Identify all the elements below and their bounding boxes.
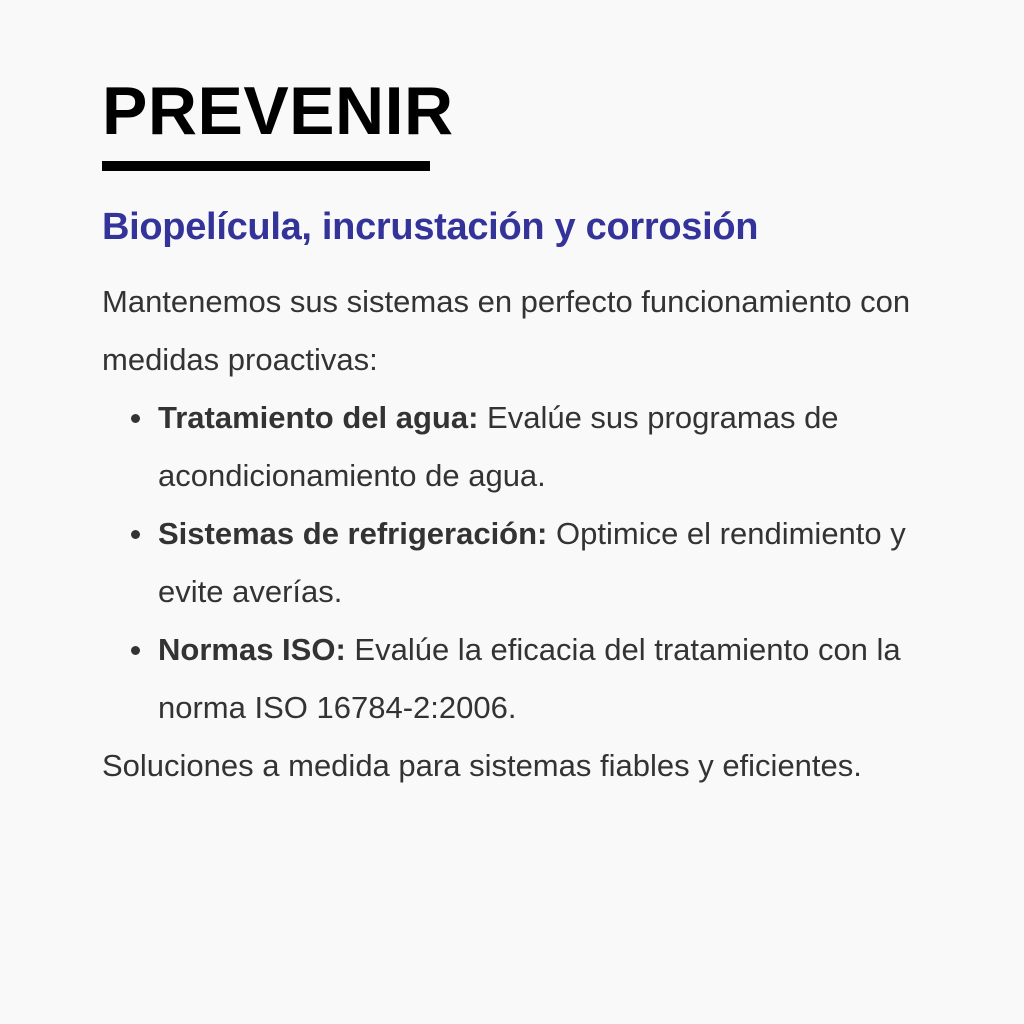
list-item <box>158 621 942 737</box>
bullet-icon <box>131 530 140 539</box>
page-title: PREVENIR <box>102 73 454 149</box>
closing-paragraph: Soluciones a medida para sistemas fiables y eficientes. <box>102 748 862 783</box>
list-item-term: Sistemas de refrigeración: <box>158 516 548 551</box>
bullet-icon <box>131 414 140 423</box>
list-item-term: Normas ISO: <box>158 632 346 667</box>
list-item <box>158 389 942 505</box>
list-item-text: Evalúe la eficacia del tratamiento con la norma ISO 16784-2:2006. <box>158 632 901 725</box>
list-item <box>158 505 942 621</box>
content-section <box>102 70 942 795</box>
feature-list <box>102 389 942 737</box>
list-item-text: Optimice el rendimiento y evite averías. <box>158 516 906 609</box>
section-subtitle: Biopelícula, incrustación y corrosión <box>102 206 759 248</box>
list-item-term: Tratamiento del agua: <box>158 400 479 435</box>
intro-paragraph: Mantenemos sus sistemas en perfecto funcionamiento con medidas proactivas: <box>102 284 911 377</box>
title-underline <box>102 161 430 171</box>
bullet-icon <box>131 646 140 655</box>
list-item-text: Evalúe sus programas de acondicionamiento de agua. <box>158 400 839 493</box>
